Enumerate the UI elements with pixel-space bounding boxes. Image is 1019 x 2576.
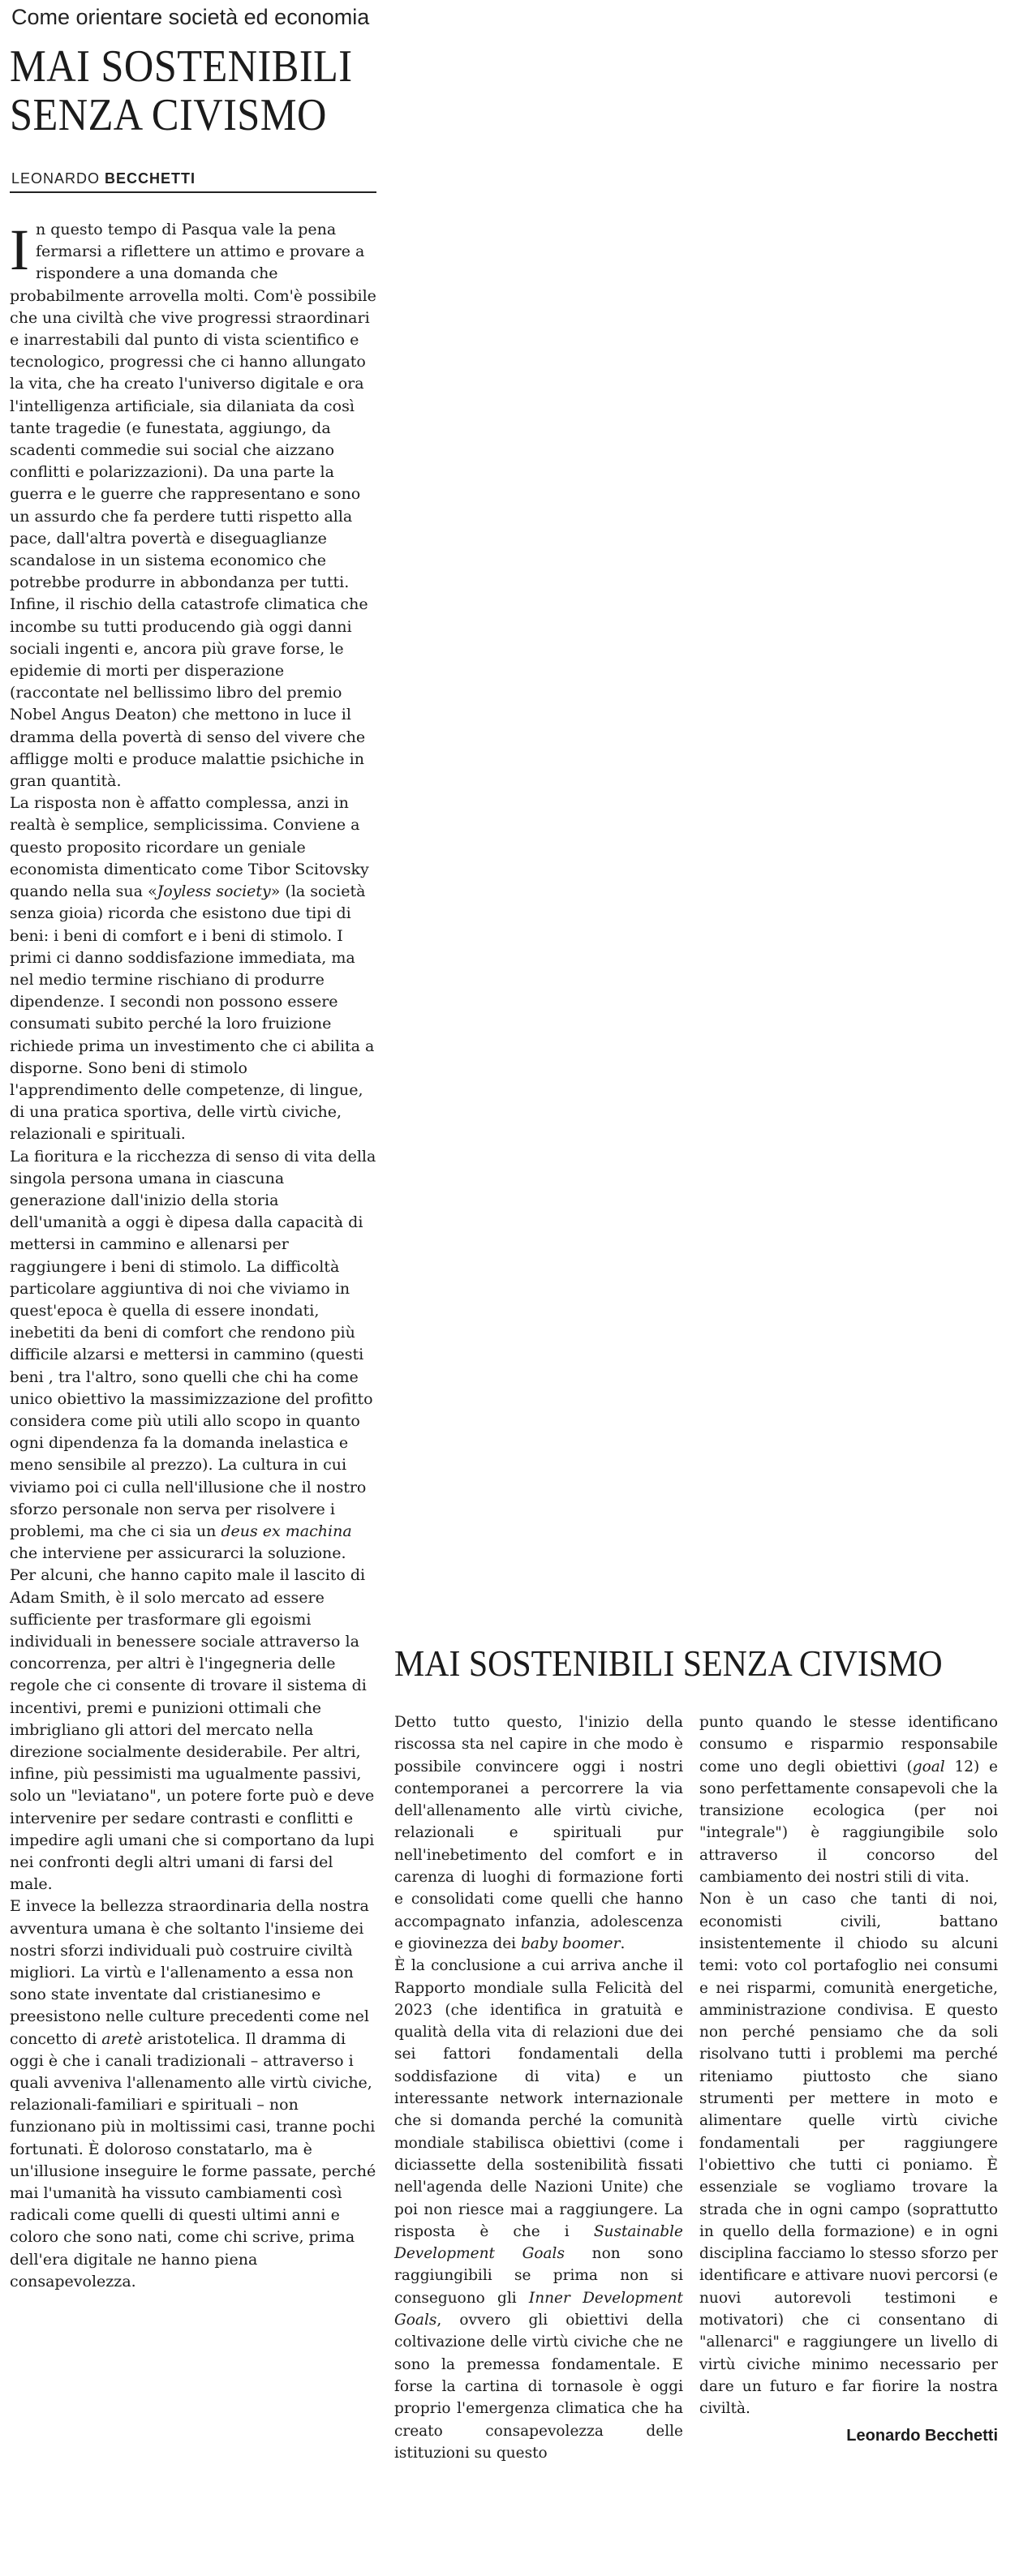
byline-last-name: BECCHETTI	[105, 170, 196, 187]
byline-first-name: LEONARDO	[11, 170, 101, 187]
continuation-headline: MAI SOSTENIBILI SENZA CIVISMO	[394, 1642, 943, 1684]
paragraph-7-text-b: 12) e sono perfettamente consapevoli che la transizione ecologica (per noi "integrale") è raggiungibile solo attraverso il concorso del cambiamento dei nostri stili di vita.	[699, 1758, 998, 1887]
paragraph-6-text-b: non sono raggiungibili se prima non si conseguono gli	[394, 2245, 683, 2307]
paragraph-5-text-a: Detto tutto questo, l'inizio della riscossa sta nel capire in che modo è possibile convincere oggi i nostri contemporanei a percorrere la via dell'allenamento alle virtù civiche, relazionali e spirituali pur nell'inebetimento del comfort e in carenza di luoghi di formazione forti e consolidati come quelli che hanno accompagnato infanzia, adolescenza e giovinezza dei	[394, 1714, 683, 1952]
byline	[11, 170, 196, 187]
byline-rule	[10, 191, 376, 193]
paragraph-2-text-b: » (la società senza gioia) ricorda che esistono due tipi di beni: i beni di comfort e i beni di stimolo. I primi ci danno soddisfazione immediata, ma nel medio termine rischiano di produrre dipendenze. I secondi non possono essere consumati subito perché la loro fruizione richiede prima un investimento che ci abilita a disporne. Sono beni di stimolo l'apprendimento delle competenze, di lingue, di una pratica sportiva, delle virtù civiche, relazionali e spirituali.	[10, 882, 375, 1144]
paragraph-6-emphasis-1: Sustainable Development Goals	[394, 2222, 683, 2263]
paragraph-3-text-b: che interviene per assicurarci la soluzione. Per alcuni, che hanno capito male il lascito di Adam Smith, è il solo mercato ad essere sufficiente per trasformare gli egoismi individuali in benessere sociale attraverso la concorrenza, per altri è l'ingegneria delle regole che ci consente di trovare il sistema di incentivi, premi e punizioni ottimali che imbrigliano gli attori del mercato nella direzione socialmente desiderabile. Per altri, infine, più pessimisti ma ugualmente passivi, solo un "leviatano", un potere forte può e deve intervenire per sedare contrasti e conflitti e impedire agli umani che si comportano da lupi nei confronti degli altri umani di farsi del male.	[10, 1544, 375, 1894]
paragraph-5-text-b: .	[620, 1934, 626, 1952]
headline	[10, 42, 353, 140]
kicker: Come orientare società ed economia	[11, 5, 370, 29]
paragraph-3-emphasis: deus ex machina	[221, 1522, 352, 1540]
paragraph-3-text-a: La fioritura e la ricchezza di senso di vita della singola persona umana in ciascuna generazione dall'inizio della storia dell'umanità a oggi è dipesa dalla capacità di mettersi in cammino e allenarsi per raggiungere i beni di stimolo. La difficoltà particolare aggiuntiva di noi che viviamo in quest'epoca è quella di essere inondati, inebetiti da beni di comfort che rendono più difficile alzarsi e mettersi in cammino (questi beni , tra l'altro, sono quelli che chi ha come unico obiettivo la massimizzazione del profitto considera come più utili allo scopo in quanto ogni dipendenza fa la domanda inelastica e meno sensibile al prezzo). La cultura in cui viviamo poi ci culla nell'illusione che il nostro sforzo personale non serva per risolvere i problemi, ma che ci sia un	[10, 1147, 376, 1540]
paragraph-6	[394, 1955, 683, 2464]
paragraph-7-text-a: punto quando le stesse identificano consumo e risparmio responsabile come uno degli obiettivi (	[699, 1714, 998, 1775]
headline-line-1: MAI SOSTENIBILI	[10, 41, 353, 92]
paragraph-5	[394, 1711, 683, 1955]
paragraph-2	[10, 792, 376, 1145]
paragraph-7	[699, 1711, 998, 1888]
article-column-1	[10, 219, 376, 2293]
paragraph-6-emphasis-2: Inner Development Goals	[394, 2289, 683, 2329]
paragraph-1-text: n questo tempo di Pasqua vale la pena fermarsi a riflettere un attimo e provare a rispondere a una domanda che probabilmente arrovella molti. Com'è possibile che una civiltà che vive progressi straordinari e inarrestabili dal punto di vista scientifico e tecnologico, progressi che ci hanno allungato la vita, che ha creato l'universo digitale e ora l'intelligenza artificiale, sia dilaniata da così tante tragedie (e funestata, aggiungo, da scadenti commedie sui social che aizzano conflitti e polarizzazioni). Da una parte la guerra e le guerre che rappresentano e sono un assurdo che fa perdere tutti rispetto alla pace, dall'altra povertà e diseguaglianze scandalose in un sistema economico che potrebbe produrre in abbondanza per tutti. Infine, il rischio della catastrofe climatica che incombe su tutti producendo già oggi danni sociali ingenti e, ancora più grave forse, le epidemie di morti per disperazione (raccontate nel bellissimo libro del premio Nobel Angus Deaton) che mettono in luce il dramma della povertà di senso del vivere che affligge molti e produce malattie psichiche in gran quantità.	[10, 221, 376, 791]
paragraph-6-text-c: , ovvero gli obiettivi della coltivazione delle virtù civiche che ne sono la premessa fondamentale. E forse la cartina di tornasole è oggi proprio l'emergenza climatica che ha creato consapevolezza delle istituzioni su questo	[394, 2312, 683, 2462]
paragraph-1	[10, 219, 376, 792]
paragraph-4	[10, 1896, 376, 2293]
paragraph-6-text-a: È la conclusione a cui arriva anche il Rapporto mondiale sulla Felicità del 2023 (che identifica in gratuità e qualità della vita di relazioni due dei sei fattori fondamentali della soddisfazione di vita) e un interessante network internazionale che si domanda perché la comunità mondiale stabilisca obiettivi (come i diciassette della sostenibilità fissati nell'agenda delle Nazioni Unite) che poi non riesce mai a raggiungere. La risposta è che i	[394, 1957, 683, 2240]
author-signature: Leonardo Becchetti	[846, 2426, 998, 2445]
paragraph-5-emphasis: baby boomer	[520, 1934, 621, 1952]
paragraph-8: Non è un caso che tanti di noi, economisti civili, battano insistentemente il chiodo su alcuni temi: voto col portafoglio nei consumi e nei risparmi, comunità energetiche, amministrazione condivisa. E questo non perché pensiamo che da soli risolvano tutti i problemi ma perché riteniamo piuttosto che siano strumenti per mettere in moto e alimentare quelle virtù civiche fondamentali per raggiungere l'obiettivo che tutti ci poniamo. È essenziale se vogliamo trovare la strada che in ogni campo (soprattutto in quello della formazione) e in ogni disciplina facciamo lo stesso sforzo per identificare e attivare nuovi percorsi (e nuovi autorevoli testimoni e motivatori) che ci consentano di "allenarci" e raggiungere un livello di virtù civiche minimo necessario per dare un futuro e far fiorire la nostra civiltà.	[699, 1891, 998, 2418]
paragraph-7-emphasis: goal	[912, 1758, 945, 1775]
paragraph-4-emphasis: aretè	[101, 2029, 143, 2048]
paragraph-4-text-b: aristotelica. Il dramma di oggi è che i canali tradizionali – attraverso i quali avveniva l'allenamento alle virtù civiche, relazionali-familiari e spirituali – non funzionano più in moltissimi casi, tranne pochi fortunati. È doloroso constatarlo, ma è un'illusione inseguire le forme passate, perché mai l'umanità ha vissuto cambiamenti così radicali come quelli di questi ultimi anni e coloro che sono nati, come chi scrive, prima dell'era digitale ne hanno piena consapevolezza.	[10, 2029, 376, 2290]
drop-cap: I	[10, 217, 29, 282]
paragraph-4-text-a: E invece la bellezza straordinaria della nostra avventura umana è che soltanto l'insieme dei nostri sforzi individuali può costruire civiltà migliori. La virtù e l'allenamento a essa non sono state inventate dal cristianesimo e preesistono nelle culture precedenti come nel concetto di	[10, 1897, 369, 2048]
article-column-2	[394, 1711, 683, 2464]
paragraph-2-text-a: La risposta non è affatto complessa, anzi in realtà è semplice, semplicissima. Conviene a questo proposito ricordare un geniale economista dimenticato come Tibor Scitovsky quando nella sua «	[10, 794, 369, 901]
article-column-3	[699, 1711, 998, 2447]
headline-line-2: SENZA CIVISMO	[10, 90, 327, 140]
paragraph-3	[10, 1146, 376, 1896]
book-title: Joyless society	[157, 882, 271, 901]
